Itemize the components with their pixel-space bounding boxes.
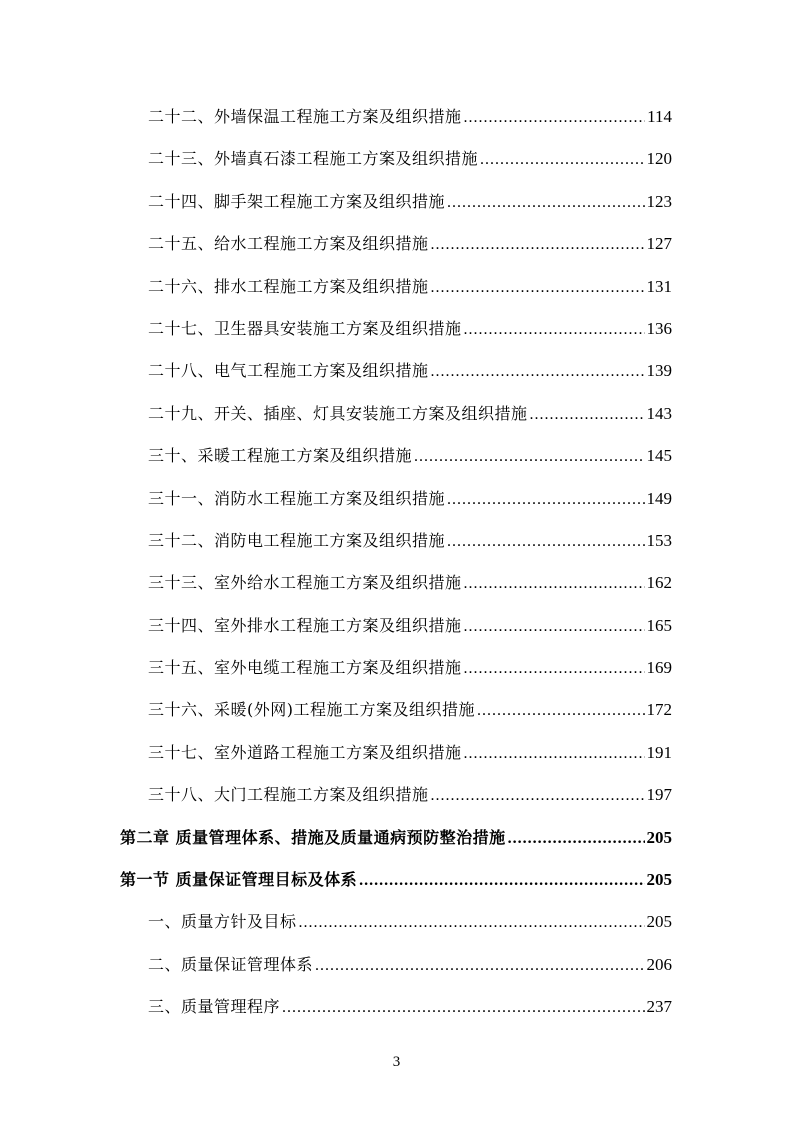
toc-entry-title: 一、质量方针及目标 xyxy=(148,912,297,932)
toc-entry-page: 131 xyxy=(646,276,672,296)
toc-leader-dots xyxy=(282,987,644,1029)
toc-leader-dots xyxy=(464,648,645,690)
toc-entry-title: 三十五、室外电缆工程施工方案及组织措施 xyxy=(148,658,462,678)
toc-entry[interactable] xyxy=(120,520,672,562)
toc-leader-dots xyxy=(431,351,645,393)
toc-entry-page: 205 xyxy=(646,870,672,890)
toc-leader-dots xyxy=(315,945,644,987)
toc-entry[interactable] xyxy=(120,774,672,816)
toc-leader-dots xyxy=(299,902,645,944)
toc-entry-page: 206 xyxy=(646,954,672,974)
toc-entry-title: 三十、采暖工程施工方案及组织措施 xyxy=(148,446,413,466)
toc-entry-title: 二十二、外墙保温工程施工方案及组织措施 xyxy=(148,107,462,126)
toc-entry-title: 二、质量保证管理体系 xyxy=(148,954,314,974)
toc-entry[interactable] xyxy=(120,478,672,520)
toc-entry[interactable] xyxy=(120,138,672,180)
toc-leader-dots xyxy=(530,394,645,436)
toc-chapter-entry[interactable] xyxy=(120,817,672,859)
toc-entry-title: 第二章 质量管理体系、措施及质量通病预防整治措施 xyxy=(120,827,506,847)
toc-entry-page: 143 xyxy=(646,403,672,423)
toc-leader-dots xyxy=(464,97,646,139)
toc-entry[interactable] xyxy=(120,393,672,435)
toc-entry-title: 三十四、室外排水工程施工方案及组织措施 xyxy=(148,615,462,635)
toc-leader-dots xyxy=(464,563,645,605)
toc-entry-title: 三十三、室外给水工程施工方案及组织措施 xyxy=(148,573,462,593)
toc-entry-title: 二十八、电气工程施工方案及组织措施 xyxy=(148,361,429,381)
toc-entry-title: 三十七、室外道路工程施工方案及组织措施 xyxy=(148,742,462,762)
table-of-contents xyxy=(120,96,672,1029)
toc-entry[interactable] xyxy=(120,986,672,1028)
toc-entry-title: 二十七、卫生器具安装施工方案及组织措施 xyxy=(148,318,462,338)
toc-entry-page: 139 xyxy=(646,361,672,381)
toc-entry[interactable] xyxy=(120,689,672,731)
toc-entry-page: 205 xyxy=(646,912,672,932)
toc-entry[interactable] xyxy=(120,181,672,223)
toc-entry-page: 165 xyxy=(646,615,672,635)
toc-leader-dots xyxy=(431,267,645,309)
toc-entry-title: 二十九、开关、插座、灯具安装施工方案及组织措施 xyxy=(148,403,528,423)
toc-leader-dots xyxy=(508,818,645,860)
toc-leader-dots xyxy=(431,775,645,817)
toc-entry[interactable] xyxy=(120,944,672,986)
toc-leader-dots xyxy=(414,436,644,478)
toc-entry[interactable] xyxy=(120,435,672,477)
toc-entry[interactable] xyxy=(120,605,672,647)
toc-entry[interactable] xyxy=(120,266,672,308)
toc-entry[interactable] xyxy=(120,350,672,392)
toc-leader-dots xyxy=(480,139,644,181)
toc-entry-title: 二十四、脚手架工程施工方案及组织措施 xyxy=(148,191,446,211)
toc-entry-title: 二十五、给水工程施工方案及组织措施 xyxy=(148,234,429,254)
toc-leader-dots xyxy=(431,224,645,266)
toc-entry-page: 169 xyxy=(646,658,672,678)
page-number: 3 xyxy=(392,1054,401,1070)
toc-entry-page: 162 xyxy=(646,573,672,593)
toc-entry-title: 三十一、消防水工程施工方案及组织措施 xyxy=(148,488,446,508)
toc-entry-page: 153 xyxy=(646,530,672,550)
toc-leader-dots xyxy=(464,309,645,351)
toc-leader-dots xyxy=(447,521,644,563)
toc-entry[interactable] xyxy=(120,223,672,265)
toc-leader-dots xyxy=(447,182,644,224)
toc-entry-page: 120 xyxy=(646,149,672,169)
toc-entry[interactable] xyxy=(120,308,672,350)
toc-entry[interactable] xyxy=(120,562,672,604)
toc-entry-title: 三、质量管理程序 xyxy=(148,997,281,1017)
toc-entry-page: 123 xyxy=(646,191,672,211)
toc-entry-title: 二十三、外墙真石漆工程施工方案及组织措施 xyxy=(148,149,479,169)
toc-entry-page: 145 xyxy=(646,446,672,466)
toc-entry-page: 237 xyxy=(646,997,672,1017)
toc-entry-page: 191 xyxy=(646,742,672,762)
toc-entry[interactable] xyxy=(120,732,672,774)
toc-entry-title: 三十二、消防电工程施工方案及组织措施 xyxy=(148,530,446,550)
toc-entry-page: 127 xyxy=(646,234,672,254)
toc-entry-title: 二十六、排水工程施工方案及组织措施 xyxy=(148,276,429,296)
toc-entry-page: 114 xyxy=(647,107,672,126)
toc-leader-dots xyxy=(447,479,644,521)
toc-section-entry[interactable] xyxy=(120,859,672,901)
toc-leader-dots xyxy=(464,606,645,648)
toc-entry-page: 149 xyxy=(646,488,672,508)
toc-entry[interactable] xyxy=(120,96,672,138)
toc-entry[interactable] xyxy=(120,647,672,689)
toc-leader-dots xyxy=(477,690,645,732)
toc-entry-title: 第一节 质量保证管理目标及体系 xyxy=(120,870,358,890)
toc-entry-page: 197 xyxy=(646,785,672,805)
toc-leader-dots xyxy=(464,733,645,775)
toc-entry-title: 三十六、采暖(外网)工程施工方案及组织措施 xyxy=(148,700,475,720)
toc-entry-page: 172 xyxy=(646,700,672,720)
toc-entry-page: 136 xyxy=(646,318,672,338)
toc-leader-dots xyxy=(359,860,644,902)
toc-entry[interactable] xyxy=(120,901,672,943)
toc-entry-page: 205 xyxy=(646,827,672,847)
toc-entry-title: 三十八、大门工程施工方案及组织措施 xyxy=(148,785,429,805)
